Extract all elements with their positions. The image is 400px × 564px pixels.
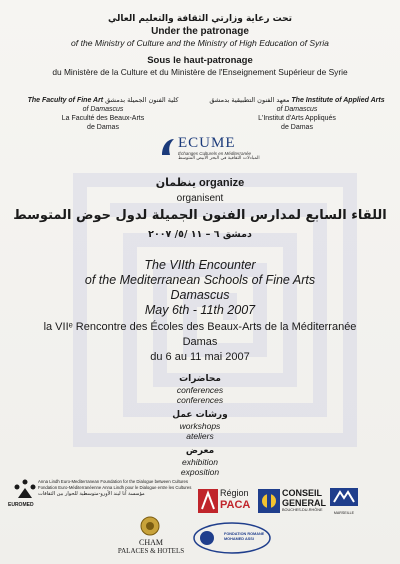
title-fr-date: du 6 au 11 mai 2007 bbox=[150, 351, 250, 363]
partner-right-of: of Damascus bbox=[276, 106, 318, 113]
marseille-logo bbox=[330, 488, 358, 514]
ecume-wave-icon bbox=[160, 137, 176, 157]
ecume-subtitle-ar: المبادلات الثقافية في البحر الأبيض المتوسط bbox=[178, 156, 260, 161]
program-conferences-en: conferences bbox=[176, 385, 224, 395]
partner-left-en: The Faculty of Fine Art bbox=[27, 97, 104, 104]
conseil-label-top: CONSEIL bbox=[282, 488, 323, 498]
anna-lindh-en: Anna Lindh Euro-Mediterranean Foundation for the Dialogue between Cultures bbox=[38, 479, 189, 484]
program-conferences-fr: conferences bbox=[176, 395, 224, 405]
ecume-logo-text: ECUME bbox=[178, 135, 236, 151]
partner-left-of: of Damascus bbox=[82, 106, 124, 113]
title-fr-line1: la VIIᵉ Rencontre des Écoles des Beaux-Arts de la Méditerranée bbox=[43, 321, 357, 333]
program-conferences-ar: محاضرات bbox=[179, 374, 221, 384]
program-exhibition-fr: exposition bbox=[180, 467, 220, 477]
title-en-date: May 6th - 11th 2007 bbox=[144, 303, 256, 317]
cham-label-bottom: PALACES & HOTELS bbox=[117, 547, 185, 555]
patronage-en-ministries: of the Ministry of Culture and the Ministry of High Education of Syria bbox=[71, 38, 329, 48]
partner-left-fr: La Faculté des Beaux-Arts bbox=[61, 115, 145, 122]
program-exhibition-en: exhibition bbox=[182, 457, 218, 467]
partner-right-fr: L'Institut d'Arts Appliqués bbox=[258, 115, 336, 122]
title-en-line1: The VIIth Encounter bbox=[144, 258, 256, 272]
organize-en: organize bbox=[199, 177, 245, 189]
ecume-subtitle-fr: Échanges Culturels en Méditerranée bbox=[178, 151, 252, 156]
program-workshops-fr: ateliers bbox=[186, 431, 214, 441]
conseil-label-mid: GENERAL bbox=[282, 498, 327, 508]
partner-right-en: The Institute of Applied Arts bbox=[291, 97, 385, 104]
euromed-logo-icon bbox=[12, 478, 38, 500]
partner-left-ar: كلية الفنون الجميلة بدمشق bbox=[105, 96, 179, 104]
cham-label-top: CHAM bbox=[138, 538, 163, 547]
anna-lindh-text bbox=[38, 479, 198, 497]
conseil-label-sub: BOUCHES-DU-RHÔNE bbox=[282, 508, 323, 512]
marseille-mark-icon bbox=[330, 488, 358, 506]
partner-right-ar: معهد الفنون التطبيقية بدمشق bbox=[209, 96, 290, 104]
organize-line bbox=[0, 176, 400, 189]
anna-lindh-fr: Fondation Euro-Méditerranéenne Anna Lindh pour le Dialogue entre les Cultures bbox=[38, 485, 192, 490]
patronage-arabic: تحت رعاية وزارتي الثقافة والتعليم العالي bbox=[107, 14, 293, 24]
patronage-fr-title: Sous le haut-patronage bbox=[147, 55, 253, 66]
marseille-label: MARSEILLE bbox=[333, 511, 355, 515]
patronage-fr-ministeres: du Ministère de la Culture et du Ministère de l'Enseignement Supérieur de Syrie bbox=[52, 67, 348, 77]
region-label-top: Région bbox=[220, 488, 249, 498]
patronage-en-title: Under the patronage bbox=[151, 26, 249, 37]
program-exhibition-ar: معرض bbox=[185, 446, 215, 456]
partner-right-fr-city: de Damas bbox=[281, 124, 313, 131]
title-fr-city: Damas bbox=[182, 336, 218, 348]
partner-institute-applied-arts bbox=[198, 96, 396, 132]
organize-ar: ينظمان bbox=[155, 176, 196, 189]
region-paca-mark-icon bbox=[198, 489, 218, 513]
ecume-subtitle bbox=[178, 151, 260, 161]
program-workshops-ar: ورشات عمل bbox=[172, 410, 228, 420]
cham-emblem-icon bbox=[140, 516, 160, 536]
foundation-label: FONDATION ROMANE MOHAMED ASSI bbox=[224, 532, 265, 541]
region-paca-logo bbox=[198, 488, 256, 514]
title-arabic-date: دمشق ٦ – ١١ /٥/ ٢٠٠٧ bbox=[148, 229, 252, 240]
anna-lindh-ar: مؤسسة آنا ليند الأورو-متوسطية للحوار بين الثقافات bbox=[38, 491, 145, 497]
conseil-general-mark-icon bbox=[258, 489, 280, 513]
conseil-general-logo bbox=[258, 488, 328, 514]
title-arabic: اللقاء السابع لمدارس الفنون الجميلة لدول حوض المتوسط bbox=[13, 208, 387, 223]
euromed-label: EUROMED bbox=[8, 502, 34, 508]
partner-left-fr-city: de Damas bbox=[87, 124, 119, 131]
title-en-line2: of the Mediterranean Schools of Fine Arts bbox=[84, 273, 316, 287]
program-workshops-en: workshops bbox=[179, 421, 221, 431]
region-label-bottom: PACA bbox=[220, 499, 251, 511]
title-en-city: Damascus bbox=[170, 288, 230, 302]
partner-faculty-fine-arts bbox=[8, 96, 198, 132]
organize-fr: organisent bbox=[176, 193, 224, 204]
